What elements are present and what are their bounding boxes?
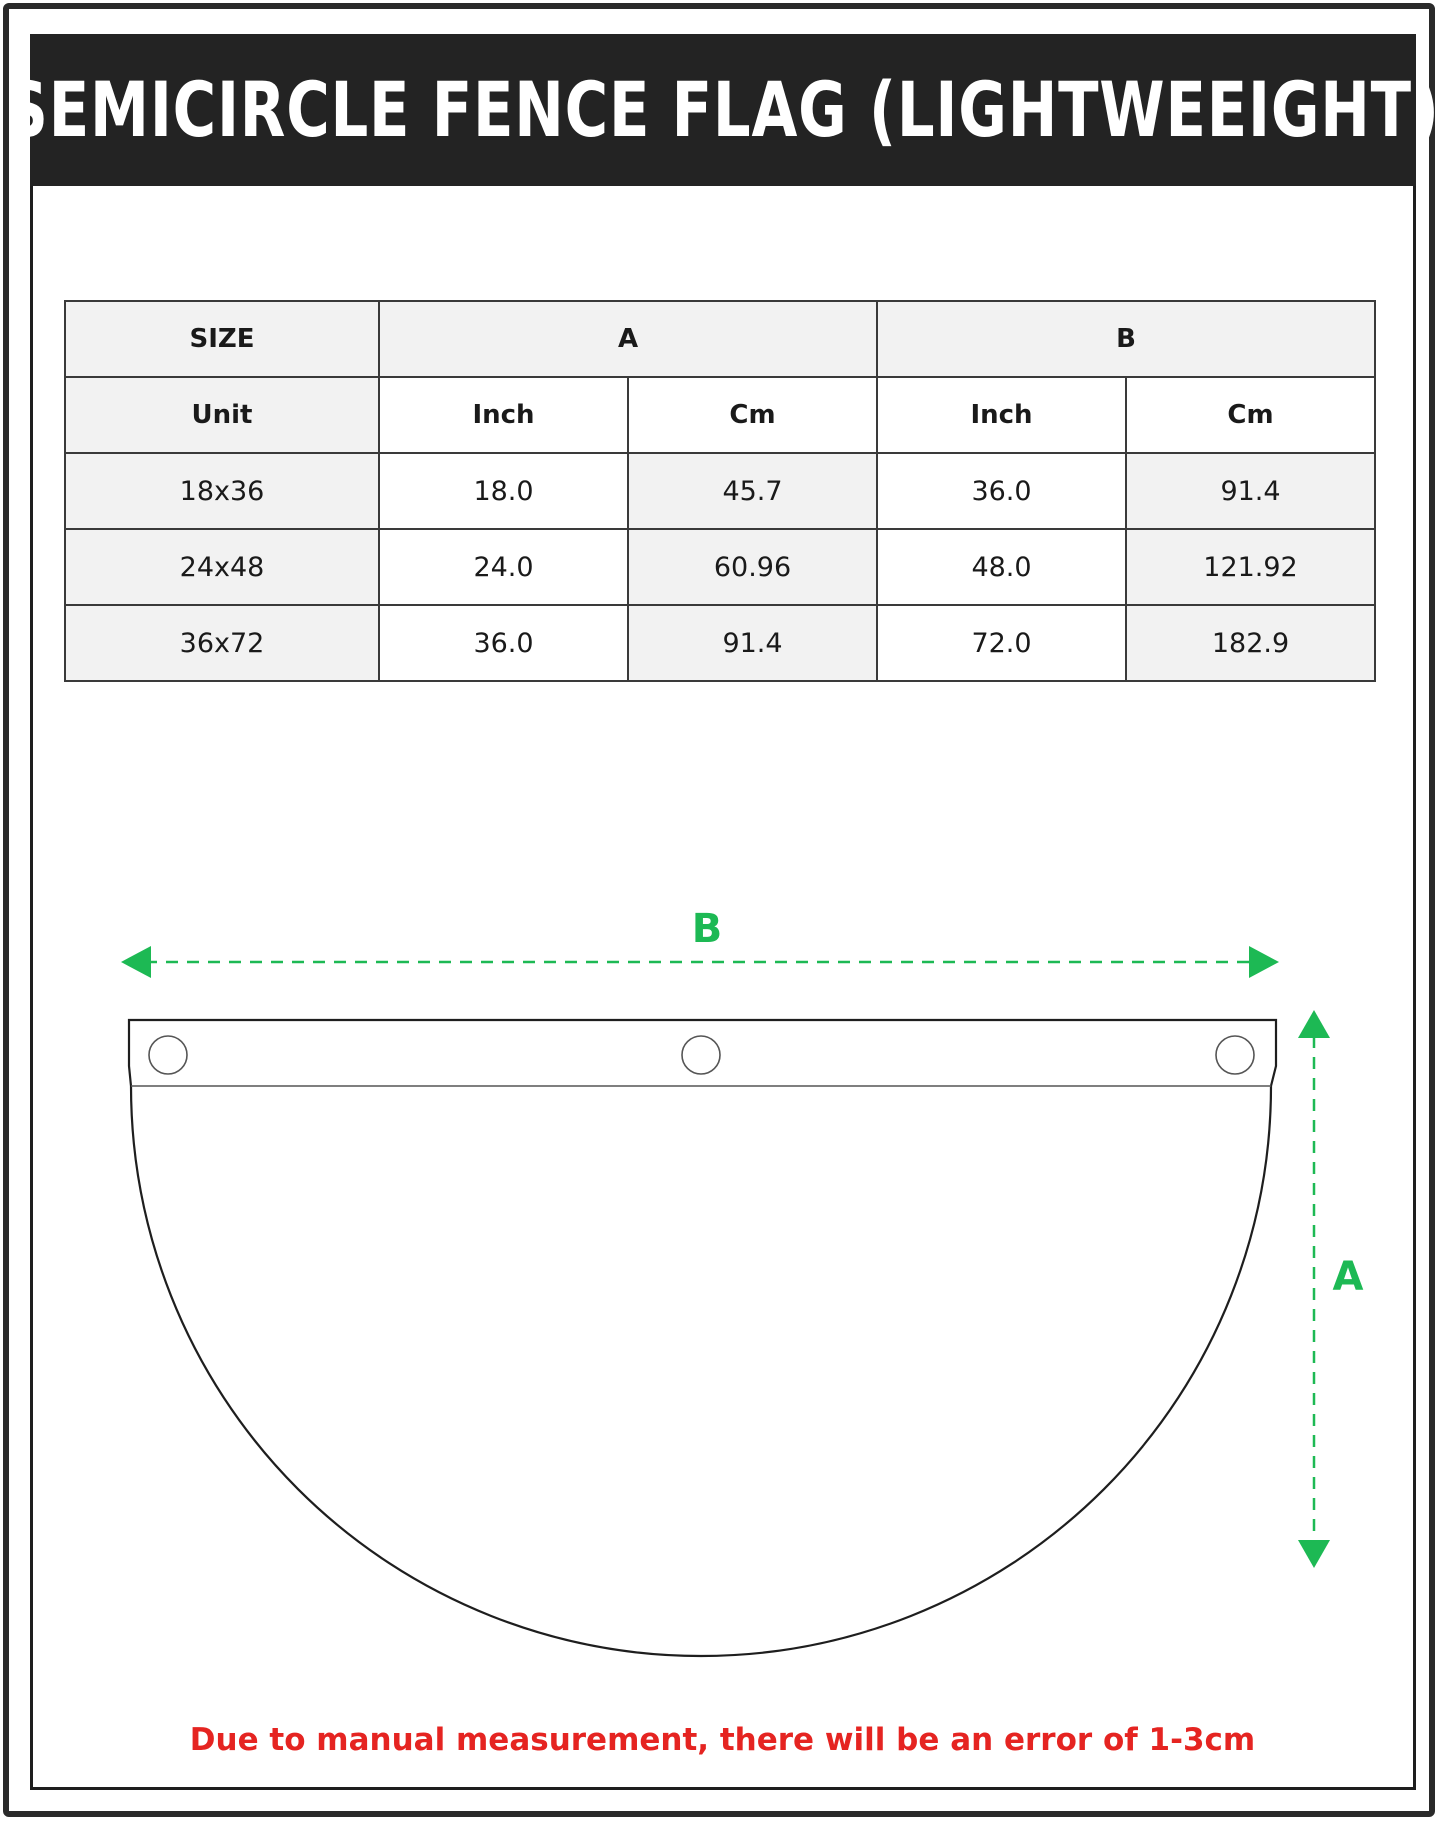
unit-a-cm: Cm	[628, 377, 877, 453]
width-label: B	[691, 906, 723, 952]
b-cm-cell: 121.92	[1126, 529, 1375, 605]
a-inch-cell: 24.0	[379, 529, 628, 605]
arrow-right-icon	[1249, 946, 1279, 978]
a-cm-cell: 45.7	[628, 453, 877, 529]
b-cm-cell: 91.4	[1126, 453, 1375, 529]
a-inch-cell: 18.0	[379, 453, 628, 529]
unit-label: Unit	[65, 377, 379, 453]
a-cm-cell: 91.4	[628, 605, 877, 681]
b-inch-cell: 72.0	[877, 605, 1126, 681]
measurement-note: Due to manual measurement, there will be an error of 1-3cm	[189, 1722, 1256, 1758]
arrow-down-icon	[1298, 1540, 1330, 1568]
arrow-up-icon	[1298, 1010, 1330, 1038]
grommet-icon	[149, 1036, 187, 1074]
flag-outline	[129, 1020, 1276, 1656]
size-cell: 24x48	[65, 529, 379, 605]
b-inch-cell: 48.0	[877, 529, 1126, 605]
b-cm-cell: 182.9	[1126, 605, 1375, 681]
arrow-left-icon	[121, 946, 151, 978]
a-inch-cell: 36.0	[379, 605, 628, 681]
b-inch-cell: 36.0	[877, 453, 1126, 529]
unit-b-inch: Inch	[877, 377, 1126, 453]
grommet-icon	[682, 1036, 720, 1074]
height-dimension	[1298, 1010, 1364, 1568]
page-title: SEMICIRCLE FENCE FLAG (LIGHTWEEIGHT)	[5, 65, 1441, 154]
grommet-icon	[1216, 1036, 1254, 1074]
height-label: A	[1332, 1254, 1364, 1300]
size-cell: 36x72	[65, 605, 379, 681]
size-cell: 18x36	[65, 453, 379, 529]
unit-b-cm: Cm	[1126, 377, 1375, 453]
width-dimension	[121, 906, 1279, 978]
semicircle-flag	[129, 1020, 1276, 1656]
group-a-header: A	[379, 301, 877, 377]
a-cm-cell: 60.96	[628, 529, 877, 605]
size-header: SIZE	[65, 301, 379, 377]
group-b-header: B	[877, 301, 1375, 377]
unit-a-inch: Inch	[379, 377, 628, 453]
